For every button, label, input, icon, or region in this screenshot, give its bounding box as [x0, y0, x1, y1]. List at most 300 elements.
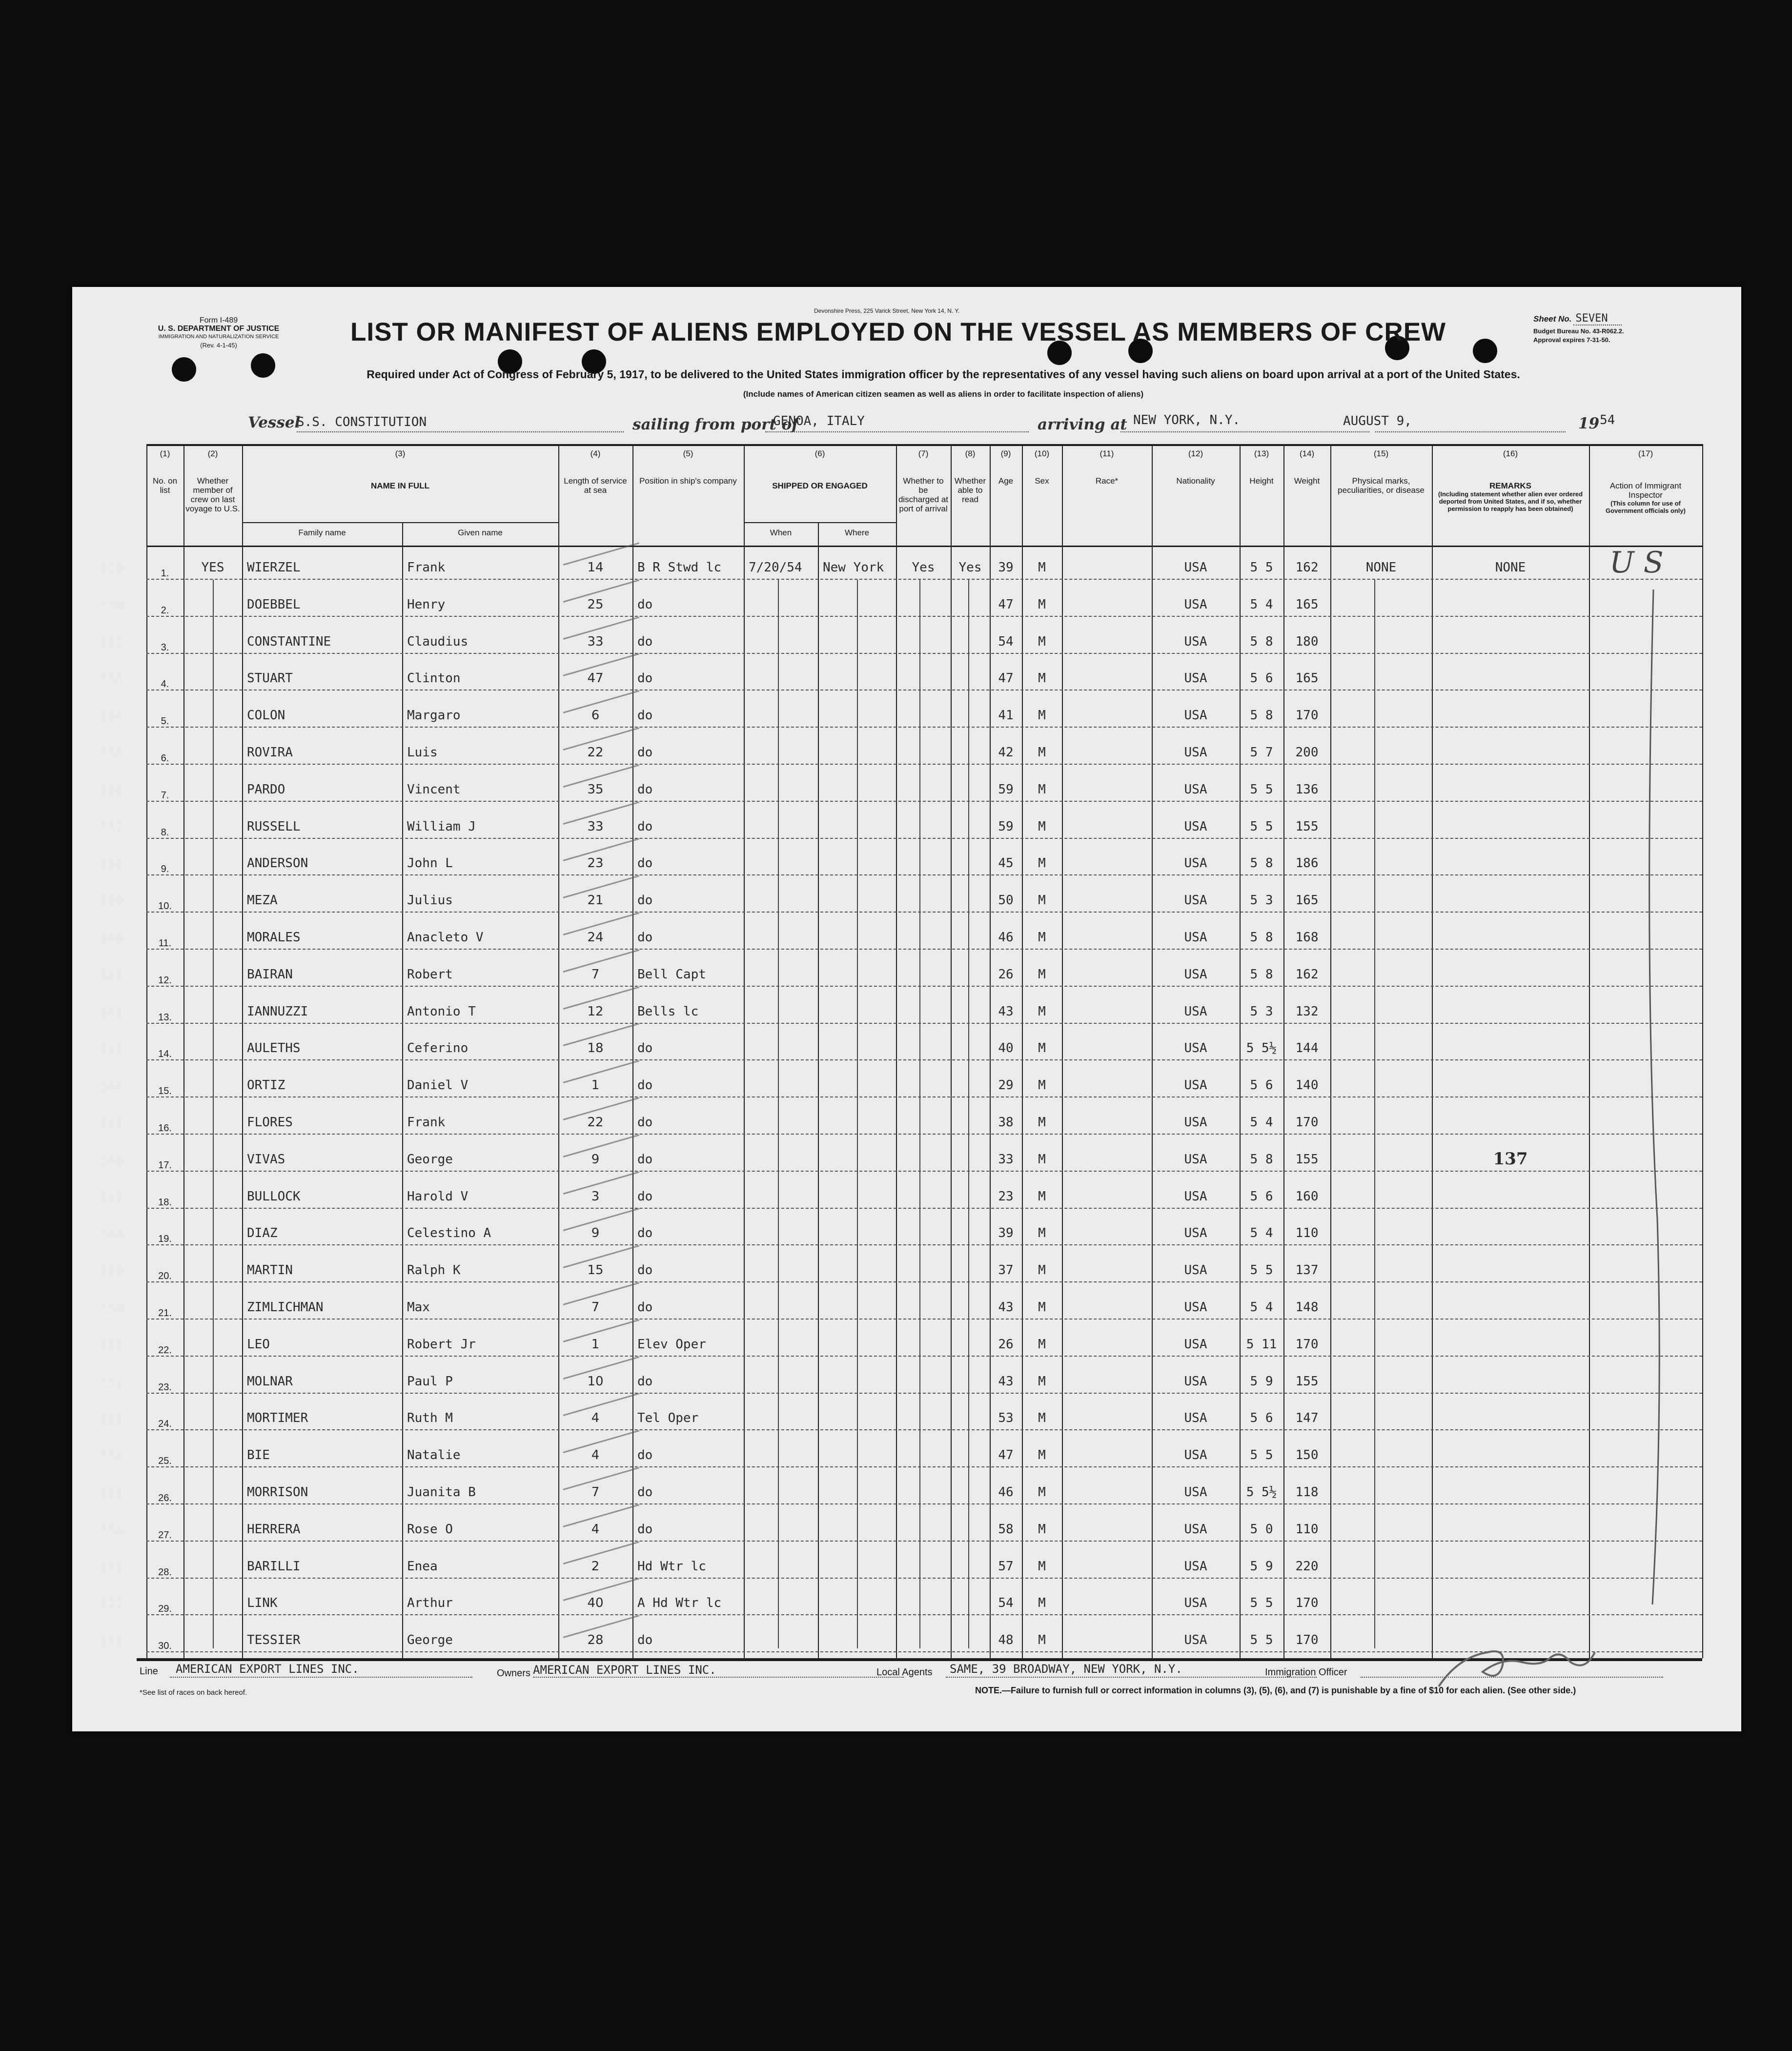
cell-position: do	[637, 819, 653, 834]
row-rule	[146, 1059, 1702, 1060]
column-number: (2)	[207, 449, 218, 458]
cell-family: MARTIN	[247, 1263, 293, 1278]
manifest-number: 330	[100, 598, 123, 613]
cell-position: do	[637, 1300, 653, 1315]
column-header: Sex	[1035, 476, 1049, 486]
cell-sex: M	[1038, 930, 1046, 945]
manifest-number: 338	[100, 857, 123, 873]
column-header: Position in ship's company	[639, 476, 737, 486]
cell-position: do	[637, 893, 653, 908]
subtitle: Required under Act of Congress of February 5, 1917, to be delivered to the United States immigration officer by the representatives of any vessel having such aliens on board upon arrival at a port of the United States.	[367, 368, 1520, 381]
cell-height: 5 7	[1250, 745, 1273, 760]
column-rule	[1589, 444, 1590, 1658]
cell-position: do	[637, 745, 653, 760]
cell-service: 40	[587, 1596, 604, 1611]
cell-family: ANDERSON	[247, 856, 308, 871]
manifest-number: 329	[100, 561, 123, 576]
line-number: 4.	[161, 679, 169, 690]
cell-remarks: NONE	[1495, 560, 1526, 575]
cell-family: RUSSELL	[247, 819, 301, 834]
cell-age: 45	[998, 856, 1014, 871]
cell-family: MORTIMER	[247, 1411, 308, 1426]
cell-service: 15	[587, 1263, 604, 1278]
cell-family: LEO	[247, 1337, 270, 1352]
printer-line: Devonshire Press, 225 Varick Street, New York 14, N. Y.	[814, 307, 960, 314]
line-number: 19.	[158, 1234, 172, 1245]
manifest-number: 333	[100, 672, 123, 688]
line-number: 1.	[161, 568, 169, 579]
cell-position: do	[637, 671, 653, 686]
cell-nat: USA	[1184, 1337, 1207, 1352]
cell-given: Ruth M	[407, 1411, 453, 1426]
manifest-number: 353	[100, 1412, 123, 1427]
cell-family: FLORES	[247, 1115, 293, 1130]
cell-age: 42	[998, 745, 1014, 760]
cell-height: 5 5	[1250, 1448, 1273, 1463]
cell-position: Tel Oper	[637, 1411, 699, 1426]
row-rule	[146, 801, 1702, 802]
line-number: 6.	[161, 753, 169, 764]
vessel-name: S.S. CONSTITUTION	[297, 415, 427, 429]
cell-position: do	[637, 1226, 653, 1241]
cell-sex: M	[1038, 893, 1046, 908]
cell-given: Henry	[407, 597, 446, 612]
cell-family: BAIRAN	[247, 967, 293, 982]
row-rule	[146, 1208, 1702, 1209]
manifest-number: 377	[100, 1597, 123, 1612]
cell-sex: M	[1038, 1485, 1046, 1500]
cell-nat: USA	[1184, 930, 1207, 945]
cell-service: 12	[587, 1004, 604, 1019]
cell-family: HERRERA	[247, 1522, 301, 1537]
penalty-note: NOTE.—Failure to furnish full or correct information in columns (3), (5), (6), and (7) is punishable by a fine of $10 for each alien. (See other side.)	[975, 1685, 1576, 1695]
line-number: 3.	[161, 642, 169, 653]
ditto-line	[968, 580, 969, 1648]
cell-given: Rose O	[407, 1522, 453, 1537]
line-number: 25.	[158, 1456, 172, 1467]
cell-service: 25	[587, 597, 604, 612]
cell-weight: 118	[1295, 1485, 1319, 1500]
cell-family: MEZA	[247, 893, 278, 908]
cell-weight: 162	[1295, 560, 1319, 575]
cell-service: 33	[587, 819, 604, 834]
cell-service: 4	[591, 1522, 600, 1537]
cell-weight: 165	[1295, 893, 1319, 908]
cell-age: 38	[998, 1115, 1014, 1130]
manifest-number: 352	[100, 1375, 123, 1390]
cell-family: PARDO	[247, 782, 285, 797]
cell-family: WIERZEL	[247, 560, 301, 575]
cell-service: 14	[587, 560, 604, 575]
cell-service: 21	[587, 893, 604, 908]
cell-weight: 186	[1295, 856, 1319, 871]
line-number: 23.	[158, 1381, 172, 1393]
cell-nat: USA	[1184, 1078, 1207, 1093]
cell-service: 24	[587, 930, 604, 945]
cell-position: do	[637, 708, 653, 723]
form-revision: (Rev. 4-1-45)	[200, 342, 237, 349]
cell-height: 5 4	[1250, 1300, 1273, 1315]
cell-family: DIAZ	[247, 1226, 278, 1241]
column-number: (10)	[1034, 449, 1050, 458]
cell-given: Robert Jr	[407, 1337, 476, 1352]
cell-given: Harold V	[407, 1189, 468, 1204]
cell-height: 5 3	[1250, 893, 1273, 908]
officer-label: Immigration Officer	[1265, 1667, 1347, 1678]
column-subheader: When	[770, 528, 792, 537]
cell-position: do	[637, 1485, 653, 1500]
row-rule	[146, 1023, 1702, 1024]
cell-age: 48	[998, 1633, 1014, 1648]
cell-nat: USA	[1184, 1485, 1207, 1500]
manifest-number: 351	[100, 1338, 123, 1353]
cell-nat: USA	[1184, 708, 1207, 723]
cell-weight: 170	[1295, 1337, 1319, 1352]
punch-hole	[172, 357, 196, 382]
row-rule	[146, 579, 1702, 580]
cell-weight: 165	[1295, 671, 1319, 686]
cell-given: Vincent	[407, 782, 461, 797]
cell-family: BULLOCK	[247, 1189, 301, 1204]
column-rule	[242, 444, 243, 1658]
row-rule	[146, 949, 1702, 950]
arriving-label: arriving at	[1038, 416, 1127, 433]
column-rule	[951, 444, 952, 1658]
cell-sex: M	[1038, 634, 1046, 649]
cell-weight: 148	[1295, 1300, 1319, 1315]
ditto-line	[919, 580, 920, 1648]
cell-nat: USA	[1184, 1041, 1207, 1056]
vessel-label: Vessel	[248, 414, 301, 431]
cell-sex: M	[1038, 1448, 1046, 1463]
line-number: 15.	[158, 1086, 172, 1097]
ditto-line	[857, 580, 858, 1648]
cell-nat: USA	[1184, 1448, 1207, 1463]
cell-sex: M	[1038, 1337, 1046, 1352]
cell-nat: USA	[1184, 1522, 1207, 1537]
cell-family: ROVIRA	[247, 745, 293, 760]
line-number: 14.	[158, 1049, 172, 1060]
manifest-number: 332	[100, 635, 123, 650]
subtitle-note: (Include names of American citizen seamen as well as aliens in order to facilitate inspection of aliens)	[743, 389, 1144, 399]
cell-weight: 150	[1295, 1448, 1319, 1463]
cell-family: ORTIZ	[247, 1078, 285, 1093]
cell-height: 5 5	[1250, 1633, 1273, 1648]
line-number: 30.	[158, 1641, 172, 1652]
line-number: 17.	[158, 1159, 172, 1171]
cell-height: 5 6	[1250, 671, 1273, 686]
cell-age: 39	[998, 1226, 1014, 1241]
cell-given: Daniel V	[407, 1078, 468, 1093]
cell-weight: 170	[1295, 1633, 1319, 1648]
cell-age: 46	[998, 930, 1014, 945]
port-fill	[765, 431, 1029, 432]
cell-sex: M	[1038, 708, 1046, 723]
column-number: (15)	[1373, 449, 1389, 458]
cell-nat: USA	[1184, 1596, 1207, 1611]
cell-family: BIE	[247, 1448, 270, 1463]
column-number: (12)	[1188, 449, 1203, 458]
cell-height: 5 5	[1250, 782, 1273, 797]
cell-nat: USA	[1184, 1263, 1207, 1278]
column-subheader: Given name	[458, 528, 503, 537]
column-number: (3)	[395, 449, 406, 458]
cell-given: Robert	[407, 967, 453, 982]
cell-given: John L	[407, 856, 453, 871]
cell-service: 23	[587, 856, 604, 871]
cell-nat: USA	[1184, 1189, 1207, 1204]
cell-when: 7/20/54	[749, 560, 802, 575]
cell-family: AULETHS	[247, 1041, 301, 1056]
cell-age: 41	[998, 708, 1014, 723]
row-rule	[146, 838, 1702, 839]
cell-given: Clinton	[407, 671, 461, 686]
cell-position: Bells lc	[637, 1004, 699, 1019]
punch-hole	[251, 353, 275, 378]
manifest-number: 355	[100, 1486, 123, 1501]
cell-nat: USA	[1184, 1300, 1207, 1315]
cell-position: do	[637, 1374, 653, 1389]
cell-sex: M	[1038, 1263, 1046, 1278]
column-header: Whether able to read	[954, 476, 986, 504]
cell-service: 7	[591, 1485, 600, 1500]
owners-label: Owners	[497, 1668, 530, 1679]
column-rule	[1062, 444, 1063, 1658]
cell-given: Ralph K	[407, 1263, 461, 1278]
column-rule	[896, 444, 897, 1658]
cell-sex: M	[1038, 1041, 1046, 1056]
cell-service: 9	[591, 1152, 600, 1167]
column-rule	[1432, 444, 1433, 1658]
row-rule	[146, 1429, 1702, 1430]
agents-value: SAME, 39 BROADWAY, NEW YORK, N.Y.	[950, 1662, 1182, 1676]
cell-weight: 170	[1295, 1115, 1319, 1130]
inspector-mark: U S	[1609, 546, 1664, 580]
manifest-number: 337	[100, 820, 123, 835]
cell-service: 3	[591, 1189, 600, 1204]
cell-position: do	[637, 597, 653, 612]
cell-given: Antonio T	[407, 1004, 476, 1019]
inspector-ditto-line	[1634, 585, 1673, 1609]
cell-sex: M	[1038, 560, 1046, 575]
row-rule	[146, 1171, 1702, 1172]
cell-sex: M	[1038, 1152, 1046, 1167]
row-rule	[146, 1393, 1702, 1394]
line-number: 5.	[161, 716, 169, 727]
cell-position: do	[637, 1152, 653, 1167]
row-rule	[146, 912, 1702, 913]
cell-nat: USA	[1184, 597, 1207, 612]
cell-given: Celestino A	[407, 1226, 491, 1241]
cell-age: 47	[998, 597, 1014, 612]
cell-height: 5 5	[1250, 819, 1273, 834]
cell-family: ZIMLICHMAN	[247, 1300, 324, 1315]
cell-read: Yes	[958, 560, 982, 575]
line-number: 29.	[158, 1604, 172, 1615]
cell-service: 22	[587, 1115, 604, 1130]
row-rule	[146, 1578, 1702, 1579]
cell-weight: 140	[1295, 1078, 1319, 1093]
column-header: Race*	[1095, 476, 1119, 486]
cell-height: 5 4	[1250, 1115, 1273, 1130]
cell-nat: USA	[1184, 1411, 1207, 1426]
ditto-line	[778, 580, 779, 1648]
cell-sex: M	[1038, 745, 1046, 760]
cell-given: Anacleto V	[407, 930, 484, 945]
cell-nat: USA	[1184, 1559, 1207, 1574]
column-rule	[402, 522, 403, 1658]
cell-service: 4	[591, 1448, 600, 1463]
cell-weight: 165	[1295, 597, 1319, 612]
column-header: Height	[1249, 476, 1274, 486]
cell-age: 54	[998, 1596, 1014, 1611]
cell-given: Max	[407, 1300, 430, 1315]
cell-family: IANNUZZI	[247, 1004, 308, 1019]
cell-height: 5 0	[1250, 1522, 1273, 1537]
cell-family: COLON	[247, 708, 285, 723]
cell-height: 5 5	[1250, 560, 1273, 575]
cell-height: 5 9	[1250, 1374, 1273, 1389]
cell-age: 53	[998, 1411, 1014, 1426]
cell-service: 35	[587, 782, 604, 797]
manifest-number: 344	[100, 1079, 123, 1095]
cell-position: do	[637, 1078, 653, 1093]
cell-given: Claudius	[407, 634, 468, 649]
cell-age: 43	[998, 1300, 1014, 1315]
line-number: 11.	[158, 938, 172, 949]
column-number: (17)	[1638, 449, 1653, 458]
line-number: 7.	[161, 790, 169, 801]
column-number: (11)	[1100, 449, 1114, 458]
cell-sex: M	[1038, 1115, 1046, 1130]
service: IMMIGRATION AND NATURALIZATION SERVICE	[158, 334, 279, 340]
cell-nat: USA	[1184, 671, 1207, 686]
row-rule	[146, 1503, 1702, 1504]
cell-nat: USA	[1184, 745, 1207, 760]
manifest-number: 376	[100, 1560, 123, 1575]
column-number: (5)	[683, 449, 693, 458]
row-rule	[146, 616, 1702, 617]
cell-nat: USA	[1184, 560, 1207, 575]
cell-weight: 137	[1295, 1263, 1319, 1278]
cell-height: 5 5½	[1246, 1041, 1277, 1056]
cell-given: Ceferino	[407, 1041, 468, 1056]
cell-nat: USA	[1184, 893, 1207, 908]
cell-given: Juanita B	[407, 1485, 476, 1500]
manifest-number: 349	[100, 1264, 123, 1279]
cell-age: 29	[998, 1078, 1014, 1093]
cell-weight: 136	[1295, 782, 1319, 797]
manifest-number: 347	[100, 1190, 123, 1205]
cell-nat: USA	[1184, 1374, 1207, 1389]
manifest-number: 339	[100, 894, 123, 910]
cell-weight: 147	[1295, 1411, 1319, 1426]
row-rule	[146, 874, 1702, 875]
cell-age: 47	[998, 1448, 1014, 1463]
cell-given: George	[407, 1152, 453, 1167]
cell-nat: USA	[1184, 1115, 1207, 1130]
line-number: 13.	[158, 1012, 172, 1023]
cell-weight: 220	[1295, 1559, 1319, 1574]
cell-marks: NONE	[1365, 560, 1397, 575]
cell-nat: USA	[1184, 1152, 1207, 1167]
column-rule	[818, 522, 819, 1658]
line-number: 24.	[158, 1419, 172, 1430]
cell-position: Hd Wtr lc	[637, 1559, 706, 1574]
column-header: REMARKS (Including statement whether alien ever ordered deported from United States, and if so, whether permission to reapply has been obtained)	[1438, 481, 1583, 512]
column-rule	[632, 444, 633, 1658]
cell-position: A Hd Wtr lc	[637, 1596, 722, 1611]
row-rule	[146, 653, 1702, 654]
arrival-port: NEW YORK, N.Y.	[1133, 413, 1241, 427]
column-number: (8)	[965, 449, 976, 458]
cell-weight: 155	[1295, 1152, 1319, 1167]
cell-weight: 110	[1295, 1522, 1319, 1537]
row-rule	[146, 1281, 1702, 1282]
cell-height: 5 9	[1250, 1559, 1273, 1574]
cell-age: 43	[998, 1374, 1014, 1389]
cell-age: 26	[998, 1337, 1014, 1352]
row-rule	[146, 1319, 1702, 1320]
line-number: 2.	[161, 605, 169, 616]
cell-height: 5 5	[1250, 1596, 1273, 1611]
cell-family: MOLNAR	[247, 1374, 293, 1389]
date-fill	[1375, 431, 1566, 432]
cell-position: do	[637, 1115, 653, 1130]
cell-service: 33	[587, 634, 604, 649]
cell-given: George	[407, 1633, 453, 1648]
cell-given: Luis	[407, 745, 438, 760]
cell-family: LINK	[247, 1596, 278, 1611]
name-subheader-rule	[242, 522, 558, 523]
cell-sex: M	[1038, 1596, 1046, 1611]
line-number: 18.	[158, 1197, 172, 1208]
cell-age: 50	[998, 893, 1014, 908]
cell-sex: M	[1038, 1004, 1046, 1019]
manifest-number: 350	[100, 1301, 123, 1316]
cell-service: 18	[587, 1041, 604, 1056]
cell-sex: M	[1038, 1522, 1046, 1537]
cell-height: 5 8	[1250, 856, 1273, 871]
manifest-number: 378	[100, 1634, 123, 1649]
column-header: No. on list	[152, 476, 178, 495]
cell-given: Frank	[407, 1115, 446, 1130]
cell-nat: USA	[1184, 1004, 1207, 1019]
agents-fill	[946, 1677, 1317, 1678]
cell-family: DOEBBEL	[247, 597, 301, 612]
cell-nat: USA	[1184, 967, 1207, 982]
cell-height: 5 6	[1250, 1411, 1273, 1426]
form-identifier	[131, 316, 306, 349]
line-number: 20.	[158, 1271, 172, 1282]
manifest-number: 335	[100, 746, 123, 761]
manifest-number: 340	[100, 931, 123, 946]
owners-value: AMERICAN EXPORT LINES INC.	[533, 1663, 716, 1677]
row-rule	[146, 986, 1702, 987]
cell-position: do	[637, 930, 653, 945]
row-rule	[146, 1614, 1702, 1615]
cell-sex: M	[1038, 1633, 1046, 1648]
manifest-number: 356	[100, 1523, 123, 1538]
line-number: 26.	[158, 1493, 172, 1503]
cell-given: William J	[407, 819, 476, 834]
cell-height: 5 5	[1250, 1263, 1273, 1278]
cell-height: 5 4	[1250, 597, 1273, 612]
cell-family: MORRISON	[247, 1485, 308, 1500]
cell-weight: 162	[1295, 967, 1319, 982]
manifest-number: 343	[100, 1042, 123, 1057]
cell-sex: M	[1038, 782, 1046, 797]
